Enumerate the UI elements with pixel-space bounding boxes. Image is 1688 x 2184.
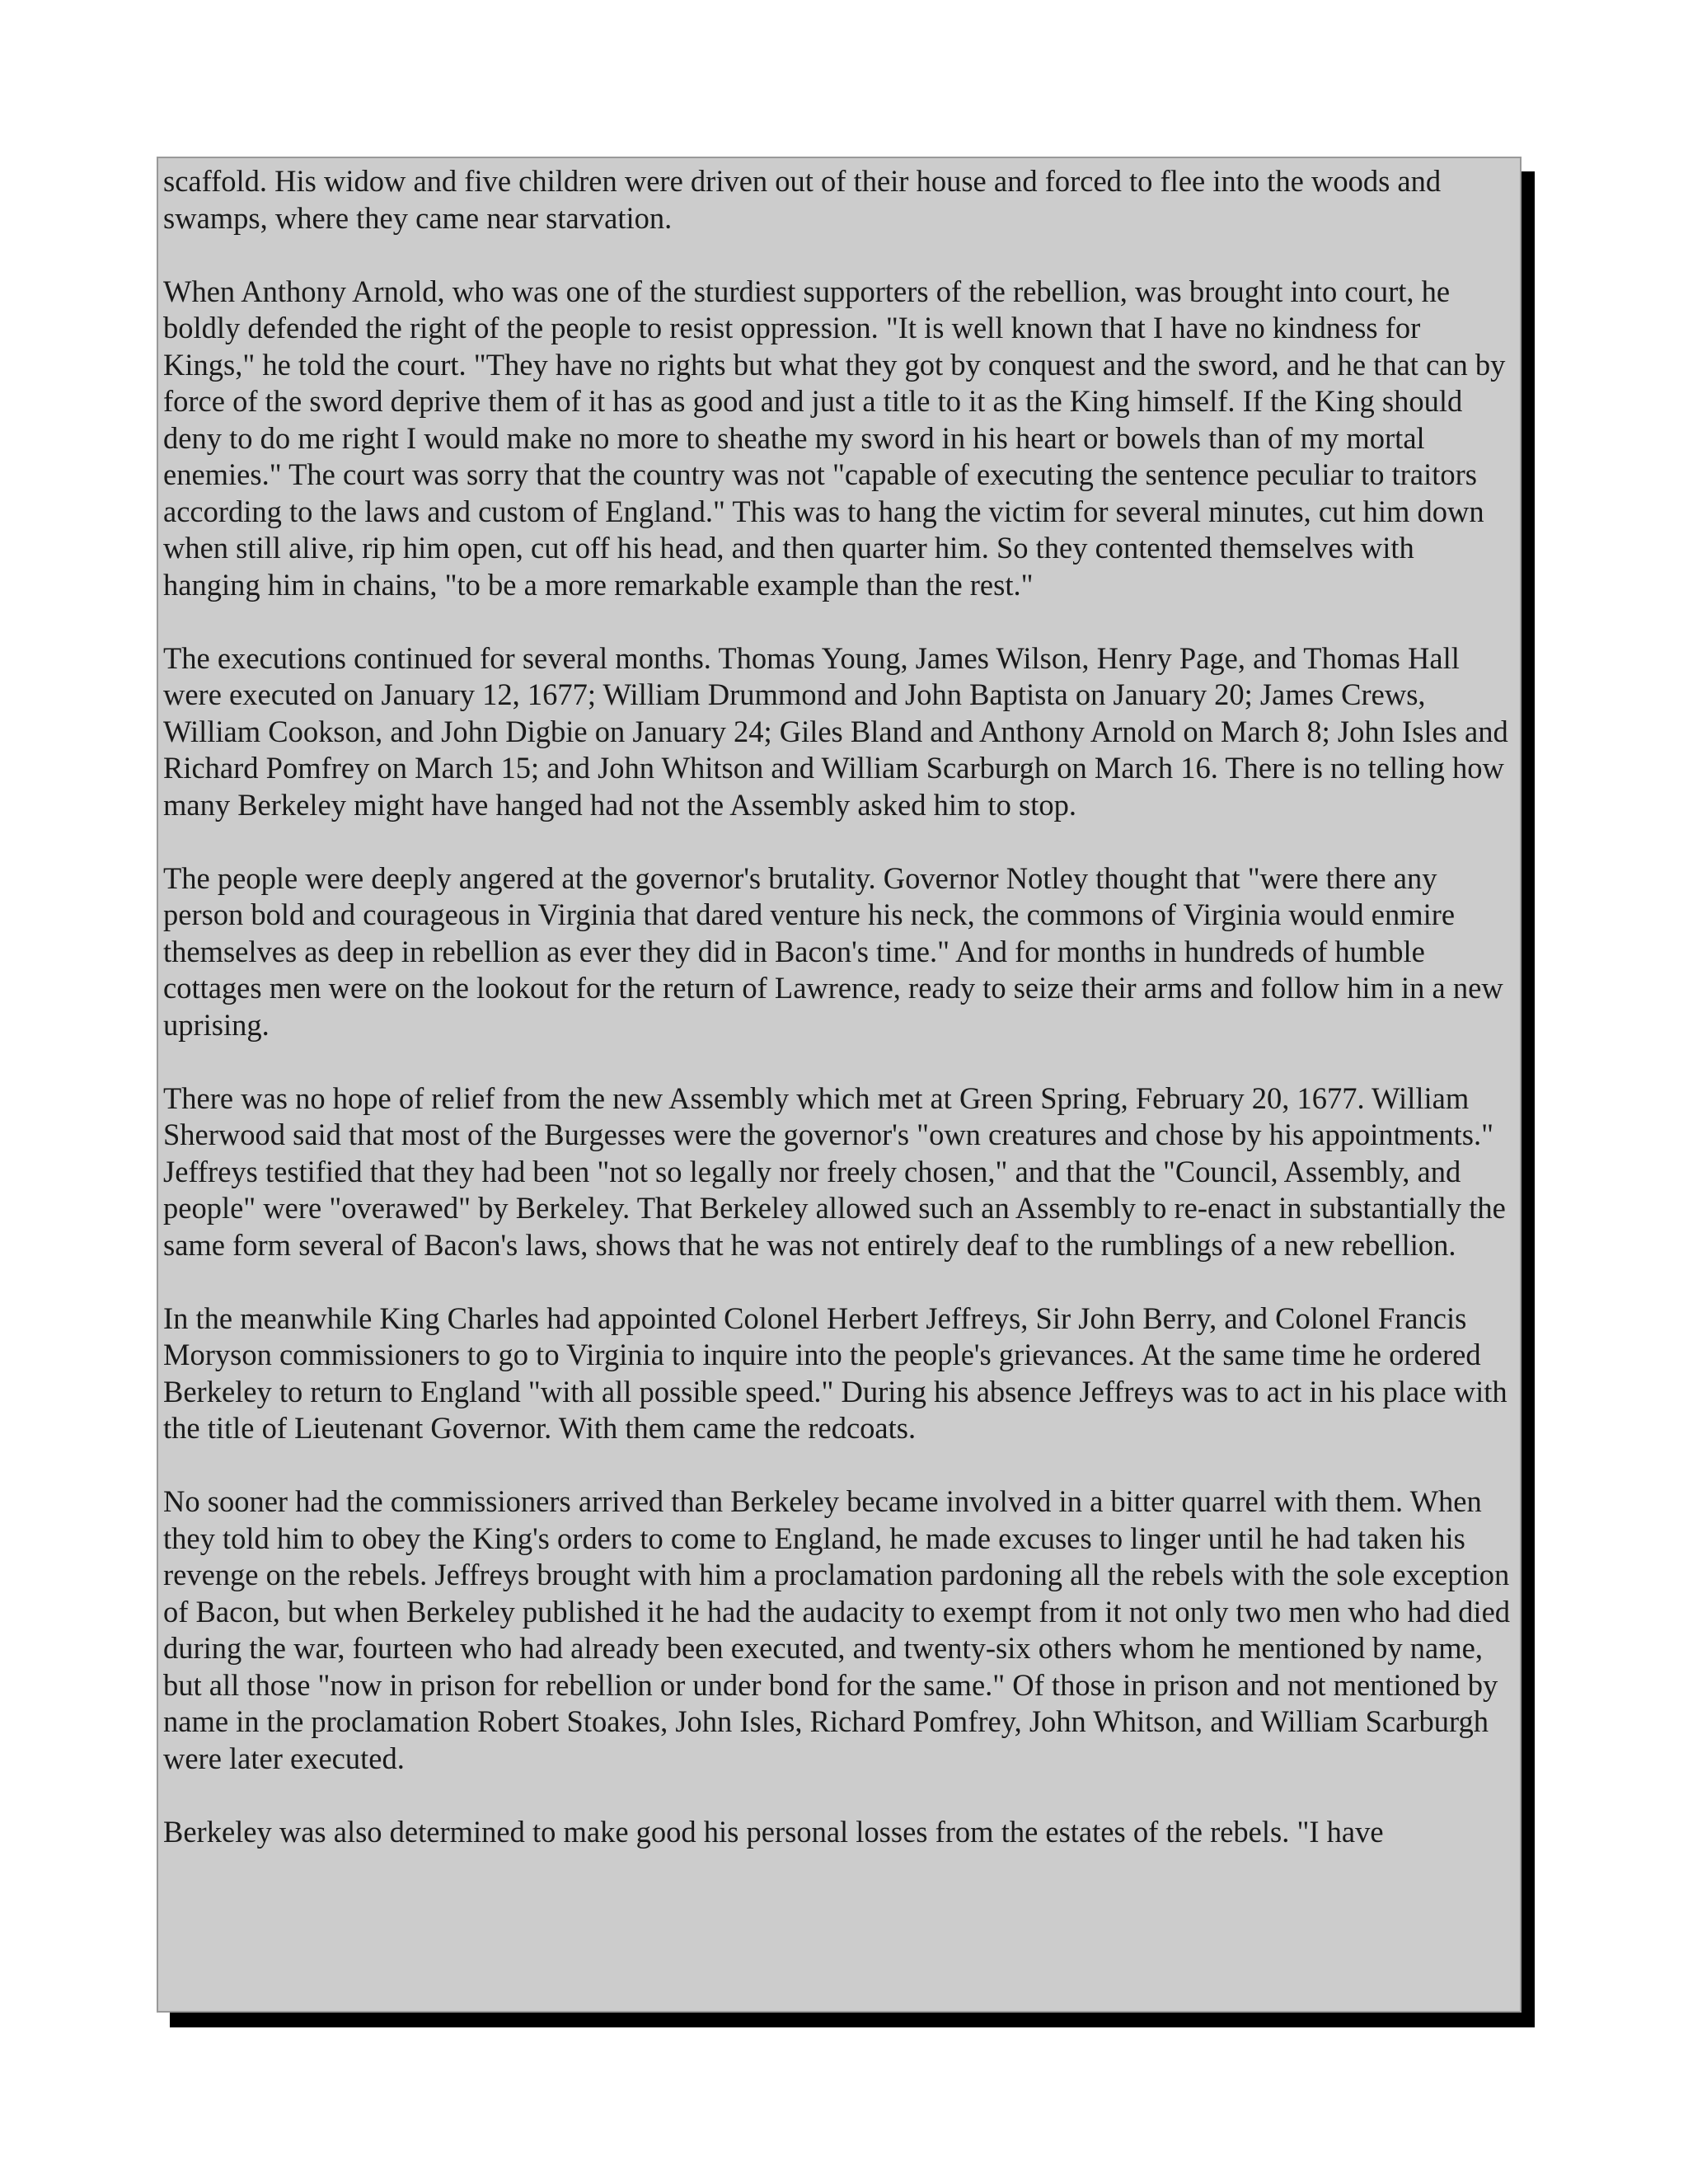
paragraph-3: The executions continued for several months. Thomas Young, James Wilson, Henry Page, and Thomas Hall were executed on January 12, 1677; William Drummond and John Baptista on January 20; James Crews, William Cookson, and John Digbie on January 24; Giles Bland and Anthony Arnold on March 8; John Isles and Richard Pomfrey on March 15; and John Whitson and William Scarburgh on March 16. There is no telling how many Berkeley might have hanged had not the Assembly asked him to stop. [163,640,1508,822]
paragraph-2: When Anthony Arnold, who was one of the sturdiest supporters of the rebellion, was brought into court, he boldly defended the right of the people to resist oppression. "It is well known that I have no kindness for Kings," he told the court. "They have no rights but what they got by conquest and the sword, and he that can by force of the sword deprive them of it has as good and just a title to it as the King himself. If the King should deny to do me right I would make no more to sheathe my sword in his heart or bowels than of my mortal enemies." The court was sorry that the country was not "capable of executing the sentence peculiar to traitors according to the laws and custom of England." This was to hang the victim for several minutes, cut him down when still alive, rip him open, cut off his head, and then quarter him. So they contented themselves with hanging him in chains, "to be a more remarkable example than the rest." [163,274,1506,602]
paragraph-8: Berkeley was also determined to make good his personal losses from the estates of the rebels. "I have [163,1814,1384,1849]
paragraph-6: In the meanwhile King Charles had appointed Colonel Herbert Jeffreys, Sir John Berry, and Colonel Francis Moryson commissioners to go to Virginia to inquire into the people's grievances. At the same time he ordered Berkeley to return to England "with all possible speed." During his absence Jeffreys was to act in his place with the title of Lieutenant Governor. With them came the redcoats. [163,1301,1507,1445]
paragraph-1: scaffold. His widow and five children were driven out of their house and forced to flee into the woods and swamps, where they came near starvation. [163,164,1442,235]
paragraph-4: The people were deeply angered at the governor's brutality. Governor Notley thought that "were there any person bold and courageous in Virginia that dared venture his neck, the commons of Virginia would enmire themselves as deep in rebellion as ever they did in Bacon's time." And for months in hundreds of humble cottages men were on the lookout for the return of Lawrence, ready to seize their arms and follow him in a new uprising. [163,860,1503,1042]
paragraph-5: There was no hope of relief from the new Assembly which met at Green Spring, February 20, 1677. William Sherwood said that most of the Burgesses were the governor's "own creatures and chose by his appointments." Jeffreys testified that they had been "not so legally nor freely chosen," and that the "Council, Assembly, and people" were "overawed" by Berkeley. That Berkeley allowed such an Assembly to re-enact in substantially the same form several of Bacon's laws, shows that he was not entirely deaf to the rumblings of a new rebellion. [163,1080,1506,1262]
paragraph-7: No sooner had the commissioners arrived than Berkeley became involved in a bitter quarrel with them. When they told him to obey the King's orders to come to England, he made excuses to linger until he had taken his revenge on the rebels. Jeffreys brought with him a proclamation pardoning all the rebels with the sole exception of Bacon, but when Berkeley published it he had the audacity to exempt from it not only two men who had died during the war, fourteen who had already been executed, and twenty-six others whom he mentioned by name, but all those "now in prison for rebellion or under bond for the same." Of those in prison and not mentioned by name in the proclamation Robert Stoakes, John Isles, Richard Pomfrey, John Whitson, and William Scarburgh were later executed. [163,1484,1511,1775]
document-page [157,157,1522,2013]
